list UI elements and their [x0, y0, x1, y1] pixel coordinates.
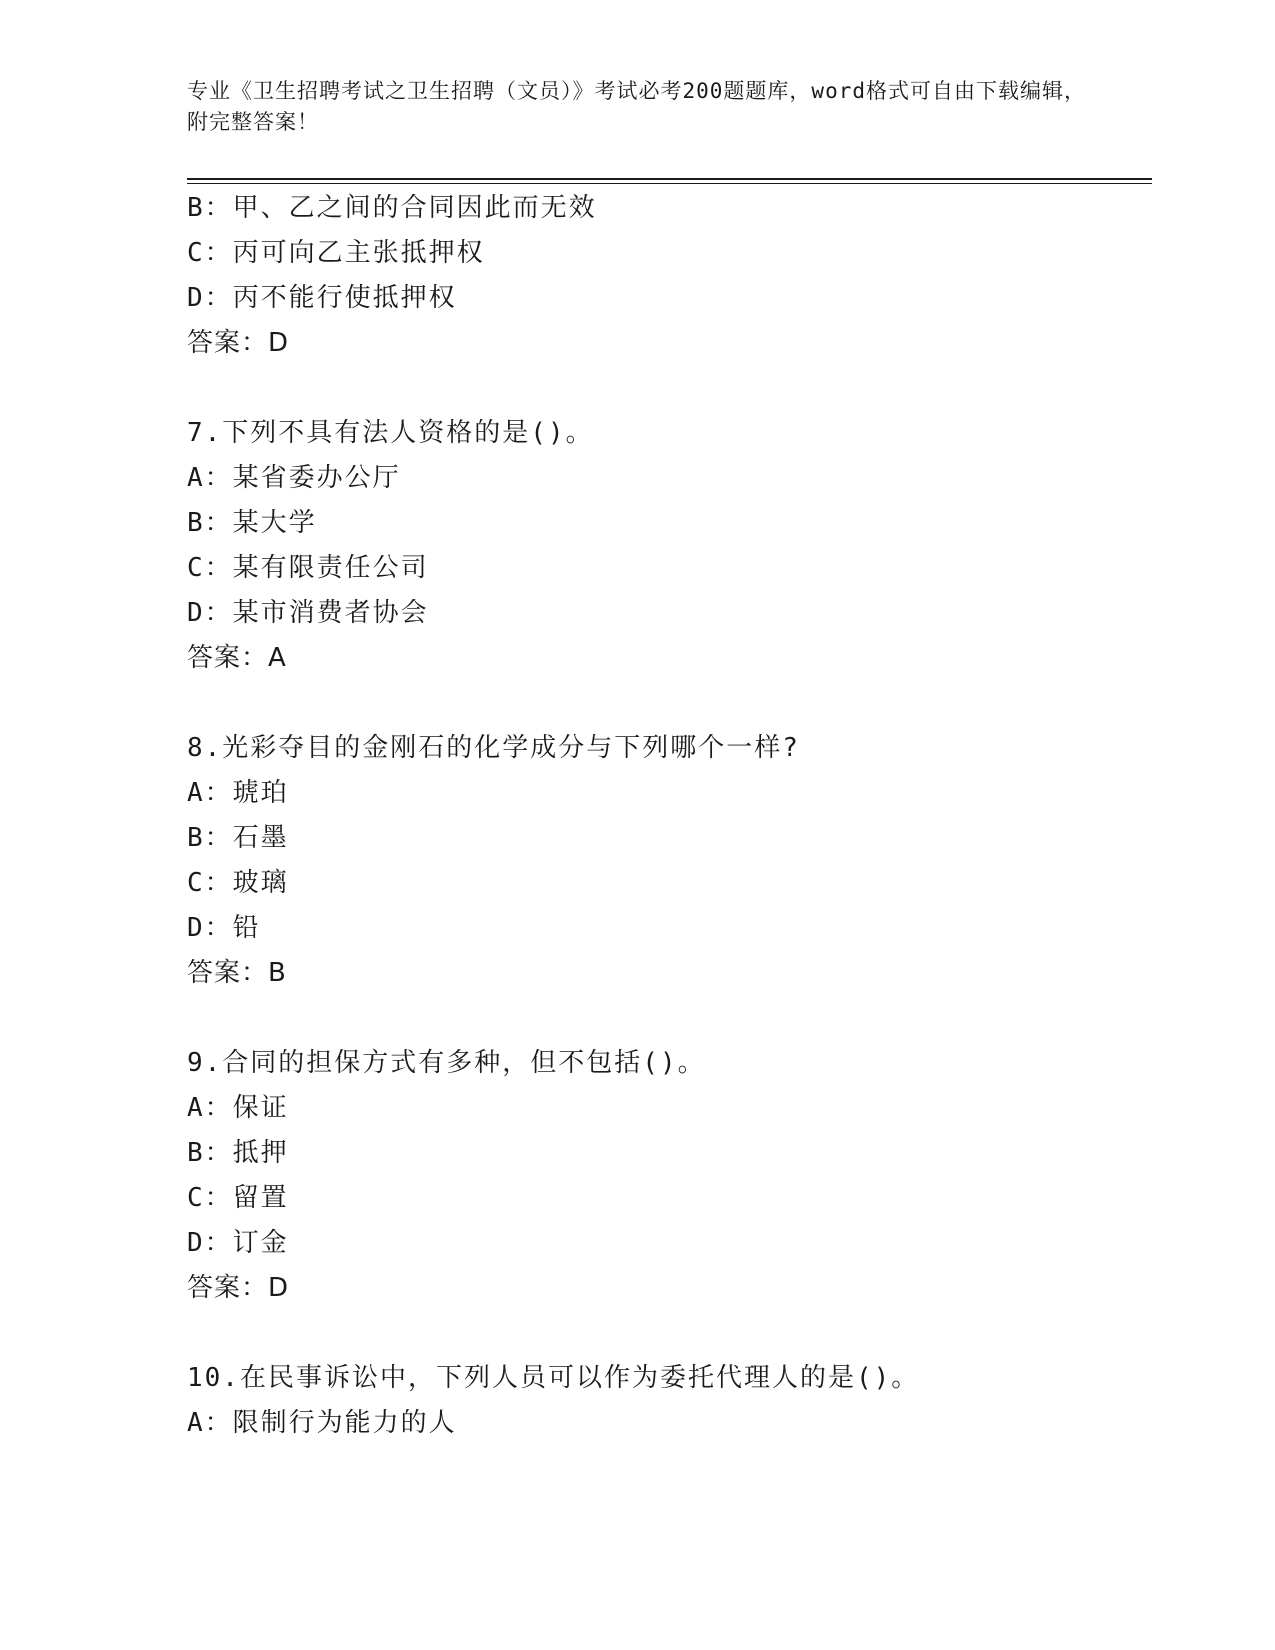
- q9-option-b: B：抵押: [187, 1138, 289, 1168]
- q10-option-a: A：限制行为能力的人: [187, 1408, 457, 1438]
- q7-text: 7.下列不具有法人资格的是()。: [187, 418, 594, 448]
- q9-text: 9.合同的担保方式有多种，但不包括()。: [187, 1048, 706, 1078]
- prev-option-d: D：丙不能行使抵押权: [187, 283, 457, 313]
- prev-answer: 答案：D: [187, 328, 290, 358]
- prev-option-c: C：丙可向乙主张抵押权: [187, 238, 485, 268]
- q7-option-c: C：某有限责任公司: [187, 553, 429, 583]
- q8-answer: 答案：B: [187, 958, 287, 988]
- header-divider-thick: [187, 178, 1152, 180]
- q8-option-b: B：石墨: [187, 823, 289, 853]
- q7-answer: 答案：A: [187, 643, 287, 673]
- q9-option-a: A：保证: [187, 1093, 289, 1123]
- q7-option-b: B：某大学: [187, 508, 317, 538]
- q8-option-c: C：玻璃: [187, 868, 289, 898]
- prev-option-b: B：甲、乙之间的合同因此而无效: [187, 193, 597, 223]
- q9-option-d: D：订金: [187, 1228, 289, 1258]
- q7-option-d: D：某市消费者协会: [187, 598, 429, 628]
- q8-option-a: A：琥珀: [187, 778, 289, 808]
- q9-option-c: C：留置: [187, 1183, 289, 1213]
- q8-option-d: D：铅: [187, 913, 261, 943]
- q8-text: 8.光彩夺目的金刚石的化学成分与下列哪个一样?: [187, 733, 800, 763]
- q9-answer: 答案：D: [187, 1273, 290, 1303]
- q10-text: 10.在民事诉讼中，下列人员可以作为委托代理人的是()。: [187, 1363, 920, 1393]
- document-header: 专业《卫生招聘考试之卫生招聘（文员）》考试必考200题题库，word格式可自由下载编辑，附完整答案！: [187, 79, 1086, 134]
- q7-option-a: A：某省委办公厅: [187, 463, 401, 493]
- header-divider-thin: [187, 183, 1152, 184]
